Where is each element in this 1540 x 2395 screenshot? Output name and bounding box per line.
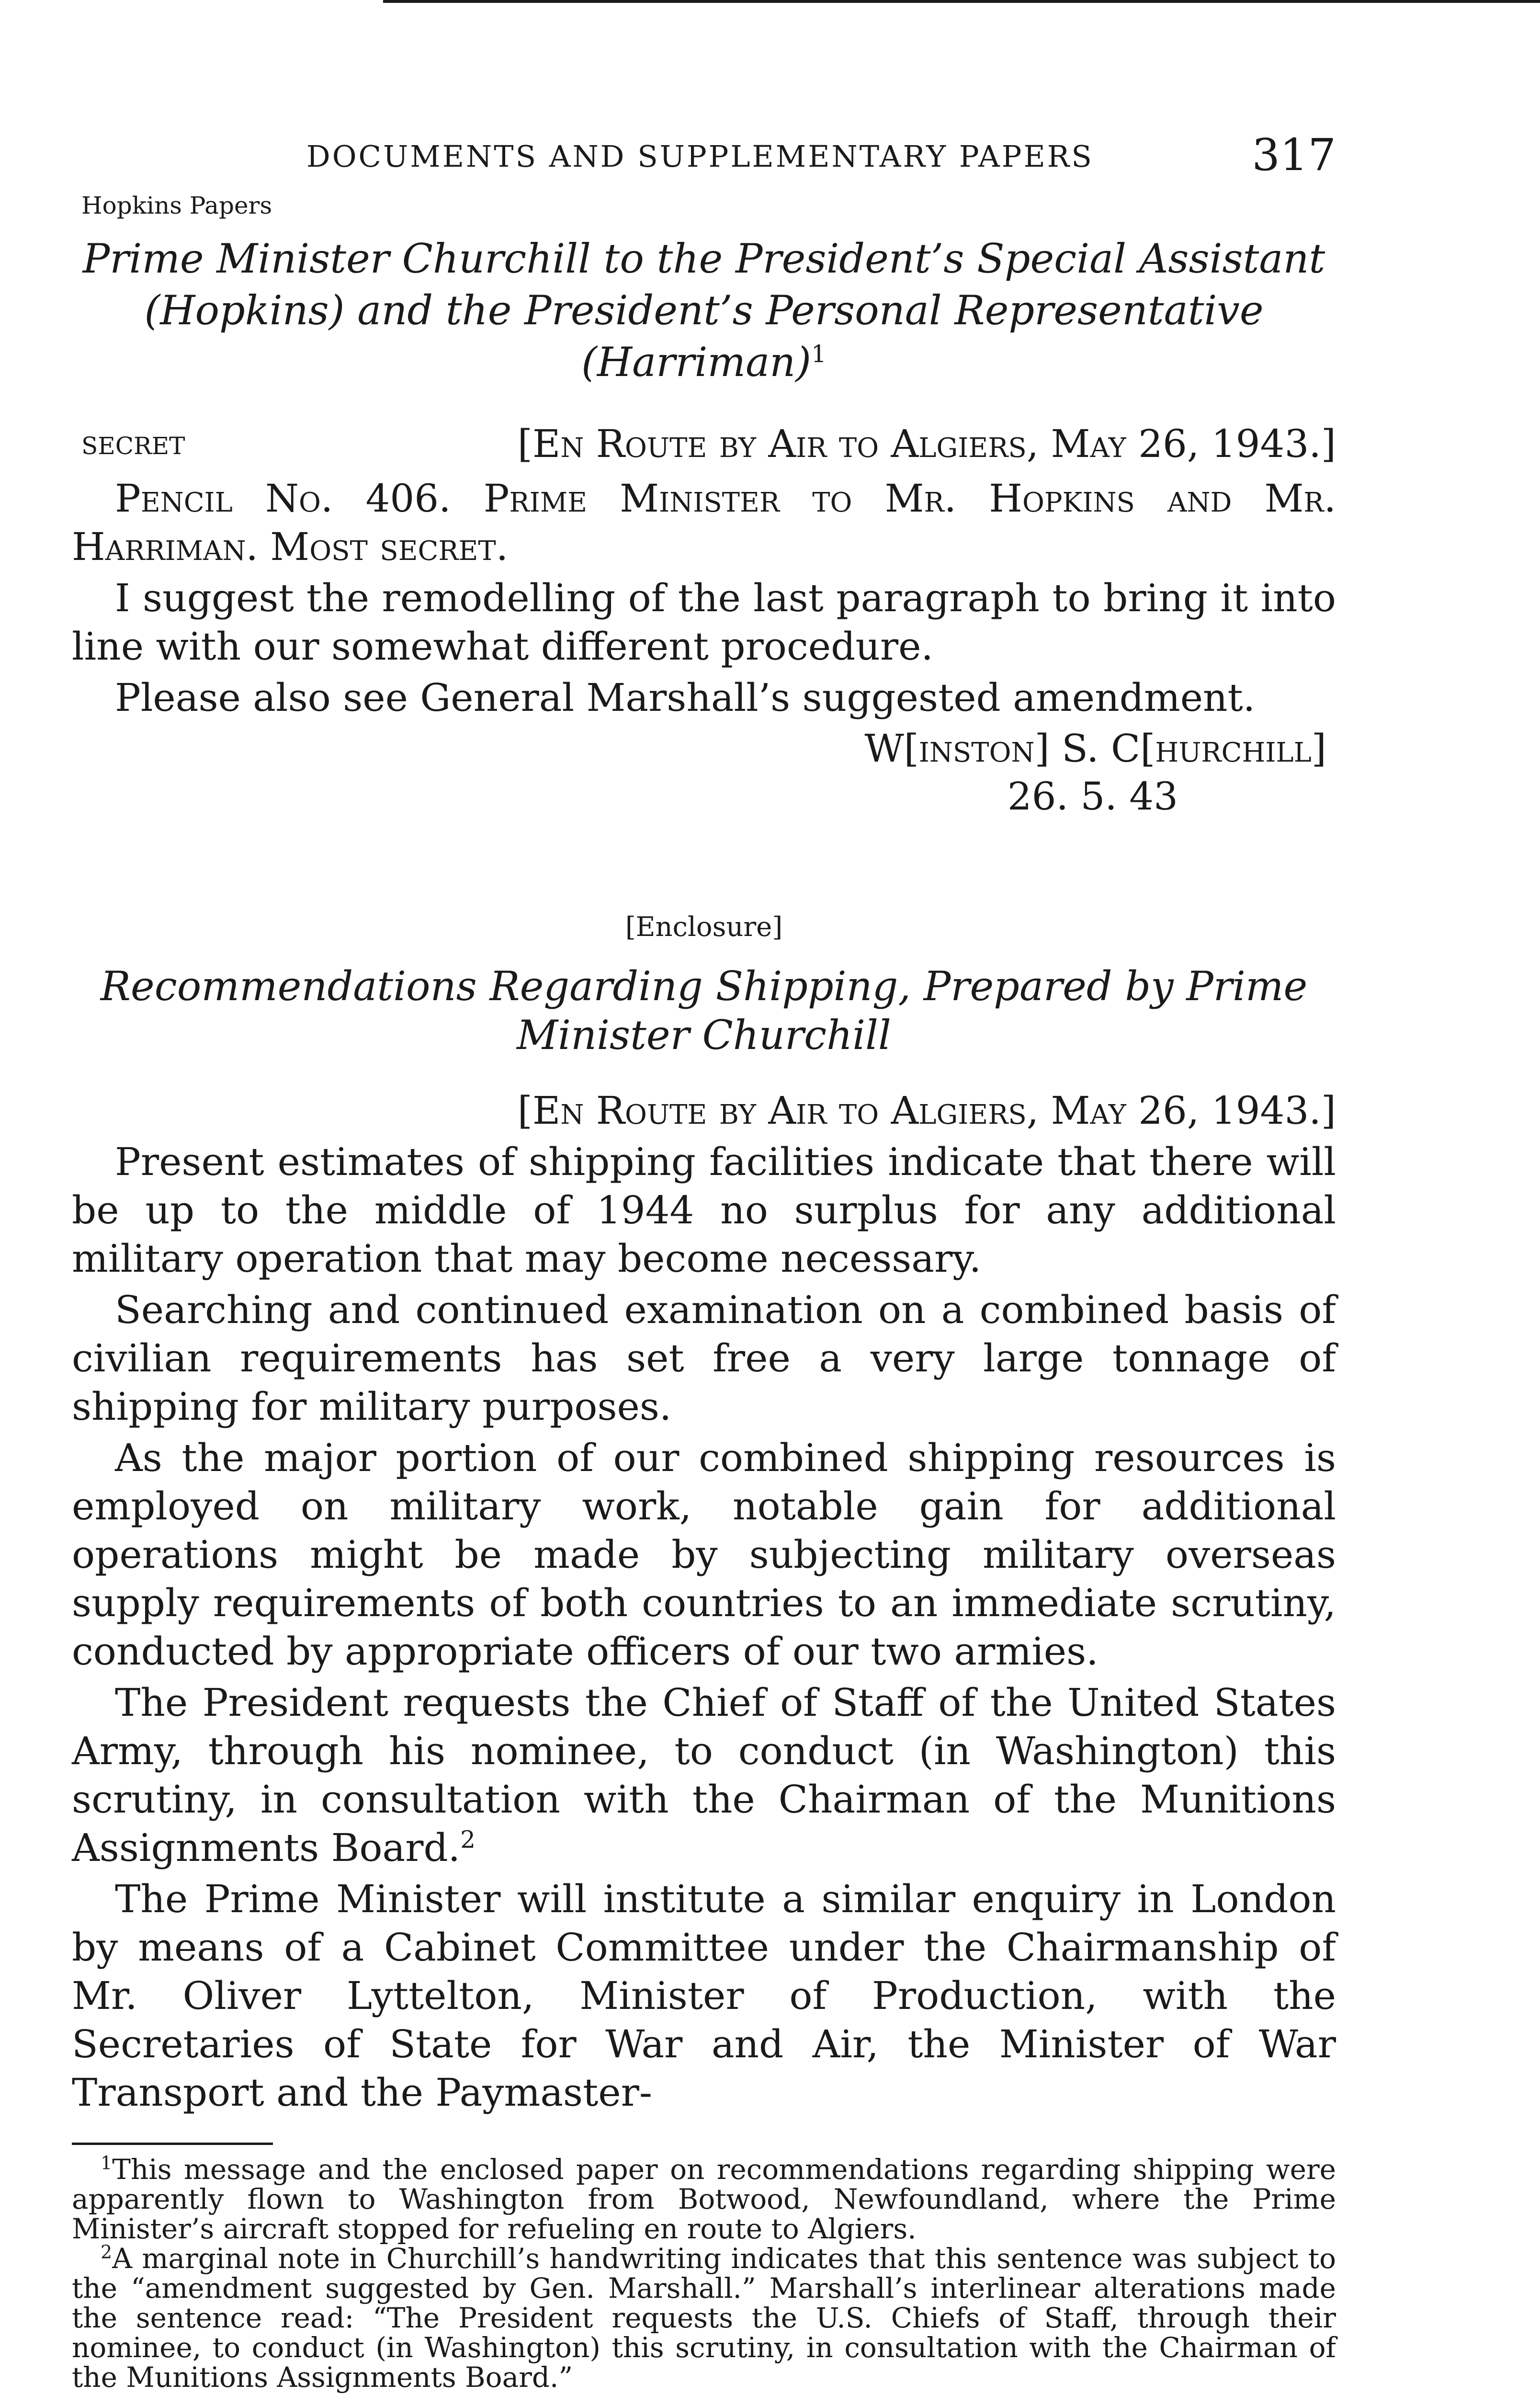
page-number: 317 (1252, 129, 1336, 181)
classification-label: SECRET (81, 432, 185, 460)
enclosure-dateline: [En Route by Air to Algiers, May 26, 1943.] (517, 1088, 1336, 1133)
footnote-text: A marginal note in Churchill’s handwriting indicates that this sentence was subject to the “amendment suggested by Gen. Marshall.” Marshall’s interlinear alterations made the sentence read: “The President requests the U.S. Chiefs of Staff, through their nominee, to conduct (in Washington) this scrutiny, in consultation with the Chairman of the Munitions Assignments Board.” (72, 2242, 1336, 2394)
top-rule (383, 0, 1540, 3)
document-title (72, 233, 1336, 388)
message-paragraph: I suggest the remodelling of the last paragraph to bring it into line with our somewhat different procedure. (72, 576, 1336, 669)
message-paragraph: Please also see General Marshall’s suggested amendment. (115, 675, 1256, 720)
signature: W[inston] S. C[hurchill] (864, 726, 1326, 771)
footnote-ref-1: 1 (811, 340, 827, 368)
running-head (72, 129, 1336, 187)
footnote (72, 2152, 1336, 2245)
document-dateline: [En Route by Air to Algiers, May 26, 1943.] (517, 422, 1336, 466)
running-title: DOCUMENTS AND SUPPLEMENTARY PAPERS (306, 139, 1094, 174)
footnote-marker: 2 (101, 2241, 113, 2263)
dateline-row (72, 422, 1336, 474)
footnote-text: This message and the enclosed paper on recommendations regarding shipping were apparently flown to Washington from Botwood, Newfoundland, where the Prime Minister’s aircraft stopped for refueling en route to Algiers. (72, 2153, 1336, 2245)
enclosure-paragraph: The Prime Minister will institute a similar enquiry in London by means of a Cabinet Committee under the Chairmanship of Mr. Oliver Lyttelton, Minister of Production, with the Secretaries of State for War and Air, the Minister of War Transport and the Paymaster- (72, 1877, 1336, 2115)
enclosure-paragraph-text: The President requests the Chief of Staff of the United States Army, through his nominee, to conduct (in Washington) this scrutiny, in consultation with the Chairman of the Munitions Assignments Board. (72, 1680, 1336, 1870)
footnote-rule (72, 2143, 273, 2145)
enclosure-paragraph: As the major portion of our combined shipping resources is employed on military work, notable gain for additional operations might be made by subjecting military overseas supply requirements of both countries to an immediate scrutiny, conducted by appropriate officers of our two armies. (72, 1436, 1336, 1674)
enclosure-paragraph: Present estimates of shipping facilities indicate that there will be up to the middle of 1944 no surplus for any additional military operation that may become necessary. (72, 1140, 1336, 1281)
signature-date: 26. 5. 43 (1007, 774, 1178, 819)
enclosure-paragraph (72, 1678, 1336, 1872)
message-paragraph-text: Pencil No. 406. Prime Minister to Mr. Hopkins and Mr. Harriman. Most secret. (72, 476, 1336, 569)
enclosure-label: [Enclosure] (625, 912, 783, 943)
enclosure-title: Recommendations Regarding Shipping, Prepared by Prime Minister Churchill (100, 963, 1308, 1059)
footnote (72, 2241, 1336, 2394)
footnote-marker: 1 (101, 2152, 113, 2174)
message-paragraph (72, 474, 1336, 571)
enclosure-paragraph: Searching and continued examination on a combined basis of civilian requirements has set free a very large tonnage of shipping for military purposes. (72, 1288, 1336, 1429)
source-line: Hopkins Papers (81, 192, 272, 219)
document-title-text: Prime Minister Churchill to the President’s Special Assistant (Hopkins) and the President’s Personal Representative (Harriman) (82, 235, 1325, 386)
page (72, 129, 1336, 2392)
footnote-ref-2: 2 (460, 1825, 476, 1854)
